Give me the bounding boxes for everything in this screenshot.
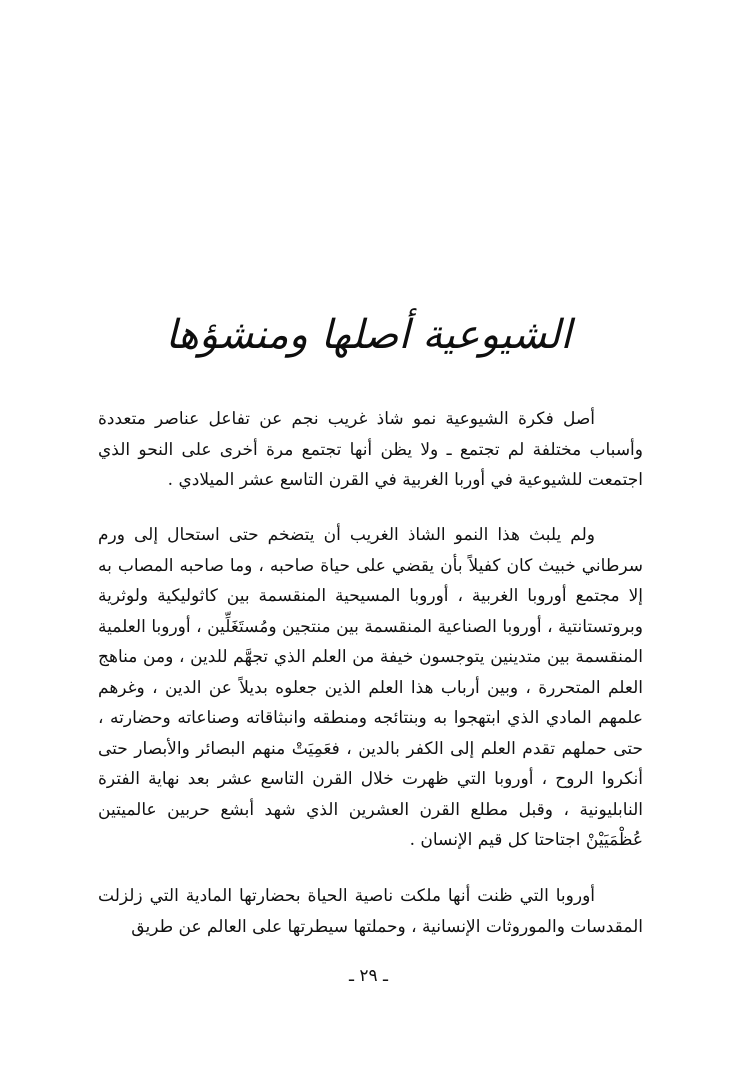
paragraph-1-block: [98, 404, 643, 496]
paragraph-2-block: [98, 520, 643, 856]
page-number: ـ ٢٩ ـ: [348, 966, 389, 986]
paragraph: أصل فكرة الشيوعية نمو شاذ غريب نجم عن تفاعل عناصر متعددة وأسباب مختلفة لم تجتمع ـ ولا يظن أنها تجتمع مرة أخرى على النحو الذي اجتمعت للشيوعية في أوربا الغربية في القرن التاسع عشر الميلادي .: [98, 409, 643, 490]
chapter-title: الشيوعية أصلها ومنشؤها: [165, 312, 572, 358]
paragraph: أوروبا التي ظنت أنها ملكت ناصية الحياة بحضارتها المادية التي زلزلت المقدسات والموروثات الإنسانية ، وحملتها سيطرتها على العالم عن طريق: [98, 886, 643, 937]
paragraph-3-block: [98, 881, 643, 942]
paragraph: ولم يلبث هذا النمو الشاذ الغريب أن يتضخم حتى استحال إلى ورم سرطاني خبيث كان كفيلاً بأن يقضي على حياة صاحبه ، وما صاحبه المصاب به إلا مجتمع أوروبا الغربية ، أوروبا المسيحية المنقسمة بين كاثوليكية ولوثرية وبروتستانتية ، أوروبا الصناعية المنقسمة بين منتجين ومُستَغَلِّين ، أوروبا العلمية المنقسمة بين متدينين يتوجسون خيفة من العلم الذي تجهَّم للدين ، ومن مناهج العلم المتحررة ، وبين أرباب هذا العلم الذين جعلوه بديلاً عن الدين ، وغرهم علمهم المادي الذي ابتهجوا به وبنتائجه ومنطقه وانبثاقاته وصناعاته وحضارته ، حتى حملهم تقدم العلم إلى الكفر بالدين ، فعَمِيَتْ منهم البصائر والأبصار حتى أنكروا الروح ، أوروبا التي ظهرت خلال القرن التاسع عشر بعد نهاية الفترة النابليونية ، وقبل مطلع القرن العشرين الذي شهد أبشع حربين عالميتين عُظْمَيَيْنْ اجتاحتا كل قيم الإنسان .: [98, 525, 643, 850]
